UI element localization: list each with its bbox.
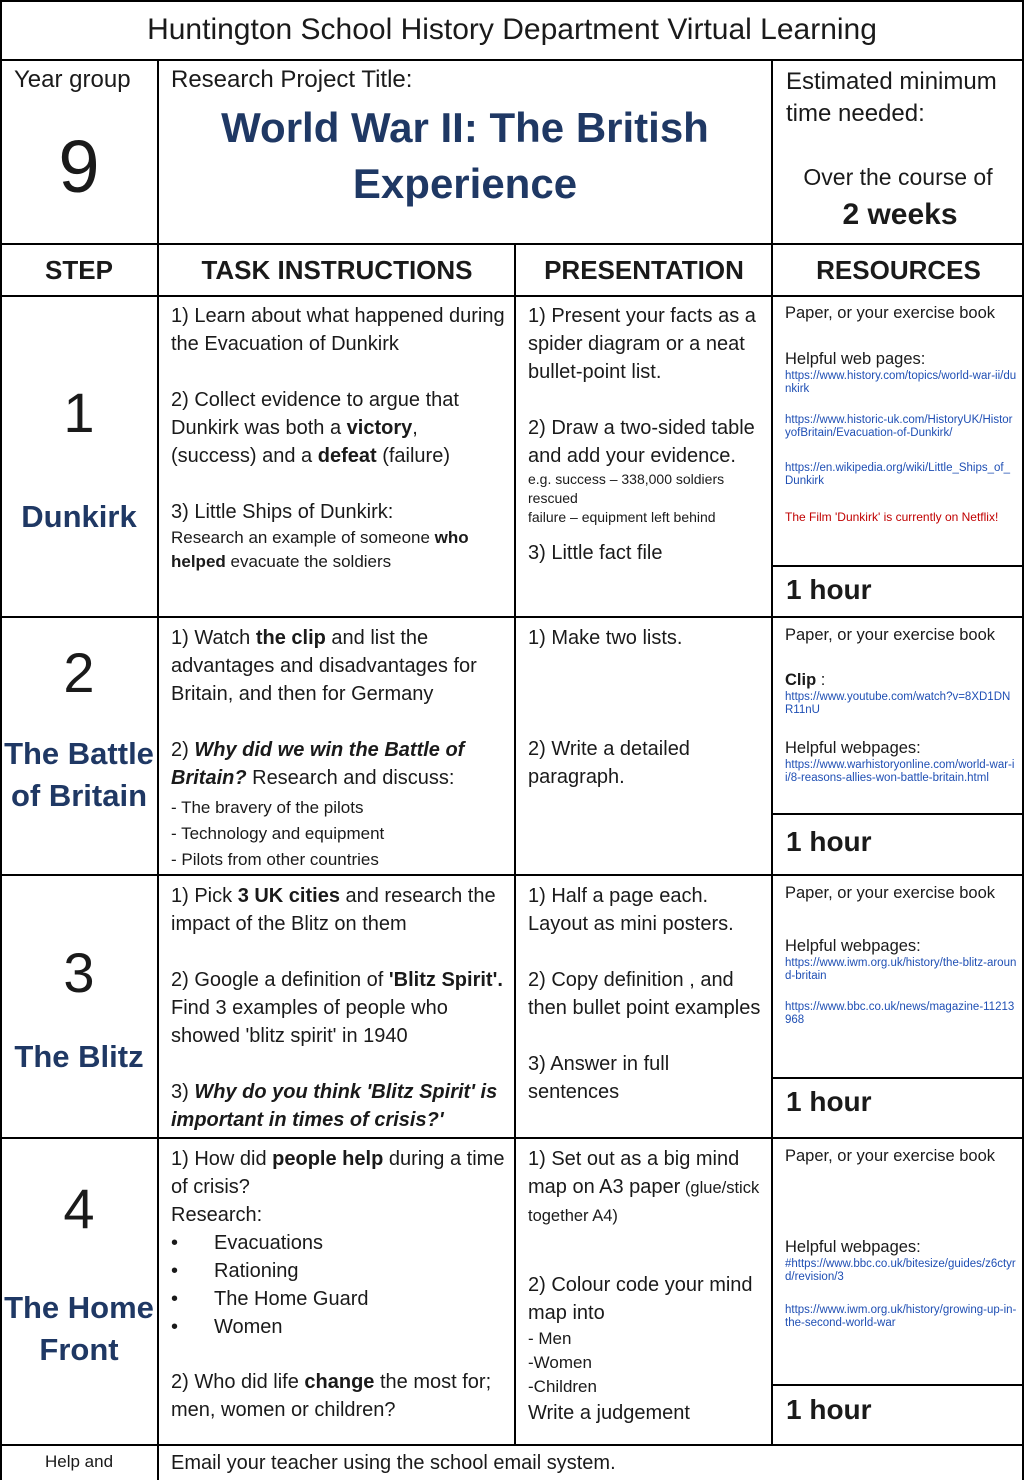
task-item: 2) Google a definition of 'Blitz Spirit'. Find 3 examples of people who showed 'blitz spirit' in 1940 [171,969,503,1047]
resource-paper: Paper, or your exercise book [785,626,996,644]
presentation-item: 2) Copy definition , and then bullet point examples [528,969,761,1019]
step-name: The Blitz [14,1039,144,1074]
presentation-note: - Men [528,1329,572,1348]
presentation-item: Write a judgement [528,1402,690,1424]
presentation-note: -Children [528,1377,597,1396]
presentation-item: 2) Write a detailed paragraph. [528,738,690,788]
presentation-note: failure – equipment left behind [528,509,716,525]
project-title: World War II: The British Experience [221,104,709,207]
resource-paper: Paper, or your exercise book [785,884,996,902]
project-label: Research Project Title: [171,66,413,93]
task-instructions [171,624,507,873]
resource-paper: Paper, or your exercise book [785,304,996,322]
time-estimate: 1 hour [786,1086,872,1117]
footer-label: Help and [44,1452,114,1471]
task-item: 3) Little Ships of Dunkirk: [171,501,394,523]
resource-link[interactable]: https://www.bbc.co.uk/news/magazine-11213968 [785,1001,1015,1026]
time-estimate: 1 hour [786,574,872,605]
task-bullet: - The bravery of the pilots [171,798,364,817]
divider [0,616,1024,618]
presentation-item: 1) Present your facts as a spider diagram or a neat bullet-point list. [528,305,756,383]
resource-heading: Helpful webpages: [785,1238,921,1256]
resource-link[interactable]: https://www.warhistoryonline.com/world-war-ii/8-reasons-allies-won-battle-britain.html [785,759,1015,784]
step-name: The Home Front [4,1290,154,1367]
divider [772,1077,1024,1079]
task-bullet: - Pilots from other countries [171,850,379,869]
resource-heading: Helpful webpages: [785,937,921,955]
time-label: Estimated minimum time needed: [786,68,997,127]
task-item: Research: [171,1204,263,1226]
presentation-item: 2) Draw a two-sided table and add your evidence. [528,417,755,467]
presentation-note: -Women [528,1353,592,1372]
resource-paper: Paper, or your exercise book [785,1147,996,1165]
task-bullet: • Rationing [171,1257,507,1285]
task-bullet-list [171,1229,507,1341]
presentation-item: 1) Half a page each. Layout as mini posters. [528,885,734,935]
task-item: 3) Why do you think 'Blitz Spirit' is important in times of crisis?' [171,1081,498,1131]
task-item: 1) Learn about what happened during the Evacuation of Dunkirk [171,305,505,355]
resources [785,624,1017,785]
resource-heading: Helpful web pages: [785,350,926,368]
divider [772,813,1024,815]
task-subtext: Research an example of someone who helped evacuate the soldiers [171,528,469,571]
divider [772,1384,1024,1386]
resource-link[interactable]: https://en.wikipedia.org/wiki/Little_Ships_of_Dunkirk [785,462,1011,487]
task-instructions [171,1145,507,1424]
divider [0,1137,1024,1139]
resource-link[interactable]: https://www.iwm.org.uk/history/growing-up-in-the-second-world-war [785,1304,1017,1329]
presentation [528,624,764,791]
resource-link[interactable]: https://www.iwm.org.uk/history/the-blitz-around-britain [785,957,1017,982]
page-title: Huntington School History Department Virtual Learning [147,13,877,46]
task-item: 1) How did people help during a time of crisis? [171,1148,505,1198]
presentation-item: 1) Make two lists. [528,627,683,649]
divider [0,295,1024,297]
presentation-item: 3) Answer in full sentences [528,1053,670,1103]
presentation [528,302,764,567]
time-estimate: 1 hour [786,826,872,857]
task-instructions [171,302,507,574]
resource-link[interactable]: #https://www.bbc.co.uk/bitesize/guides/z6ctyrd/revision/3 [785,1258,1016,1283]
step-number: 4 [63,1177,95,1240]
footer-text: Email your teacher using the school email system. [171,1452,616,1474]
presentation [528,1145,764,1427]
year-group-value: 9 [58,125,100,208]
col-header-resources: RESOURCES [816,254,981,285]
resource-heading: Helpful webpages: [785,739,921,757]
divider [514,243,516,1444]
step-number: 2 [63,641,95,704]
resource-link[interactable]: https://www.history.com/topics/world-war-ii/dunkirk [785,370,1017,395]
resources [785,1145,1017,1330]
step-number: 1 [63,381,95,444]
time-estimate: 1 hour [786,1394,872,1425]
year-group-label: Year group [14,66,131,93]
step-name: The Battle of Britain [4,736,154,813]
task-bullet: • The Home Guard [171,1285,507,1313]
divider [0,1444,1024,1446]
task-bullet: - Technology and equipment [171,824,385,843]
presentation-note: e.g. success – 338,000 soldiers rescued [528,471,725,506]
step-name: Dunkirk [21,499,137,534]
divider [0,874,1024,876]
presentation-item: 3) Little fact file [528,542,663,564]
presentation [528,882,764,1106]
resource-link[interactable]: https://www.historic-uk.com/HistoryUK/HistoryofBritain/Evacuation-of-Dunkirk/ [785,414,1013,439]
presentation-item: 1) Set out as a big mind map on A3 paper (glue/stick together A4) [528,1148,760,1225]
time-over: Over the course of [803,164,993,190]
task-item: 2) Collect evidence to argue that Dunkirk was both a victory, (success) and a defeat (failure) [171,389,459,467]
presentation-item: 2) Colour code your mind map into [528,1274,753,1324]
task-item: 1) Pick 3 UK cities and research the impact of the Blitz on them [171,885,496,935]
task-instructions [171,882,507,1134]
divider [772,565,1024,567]
task-item: 2) Who did life change the most for; men, women or children? [171,1371,492,1421]
time-value: 2 weeks [842,198,958,231]
col-header-presentation: PRESENTATION [544,254,744,285]
resources [785,882,1017,1027]
resource-heading: Clip : [785,671,826,689]
resource-link[interactable]: https://www.youtube.com/watch?v=8XD1DNR11nU [785,691,1011,716]
task-bullet: • Women [171,1313,507,1341]
task-bullet: • Evacuations [171,1229,507,1257]
resource-note: The Film 'Dunkirk' is currently on Netflix! [785,510,999,524]
col-header-task: TASK INSTRUCTIONS [201,254,473,285]
col-header-step: STEP [45,254,113,285]
step-number: 3 [63,941,95,1004]
task-item: 1) Watch the clip and list the advantages and disadvantages for Britain, and then for Germany [171,627,477,705]
task-item: 2) Why did we win the Battle of Britain? Research and discuss: [171,739,465,789]
resources [785,302,1017,524]
